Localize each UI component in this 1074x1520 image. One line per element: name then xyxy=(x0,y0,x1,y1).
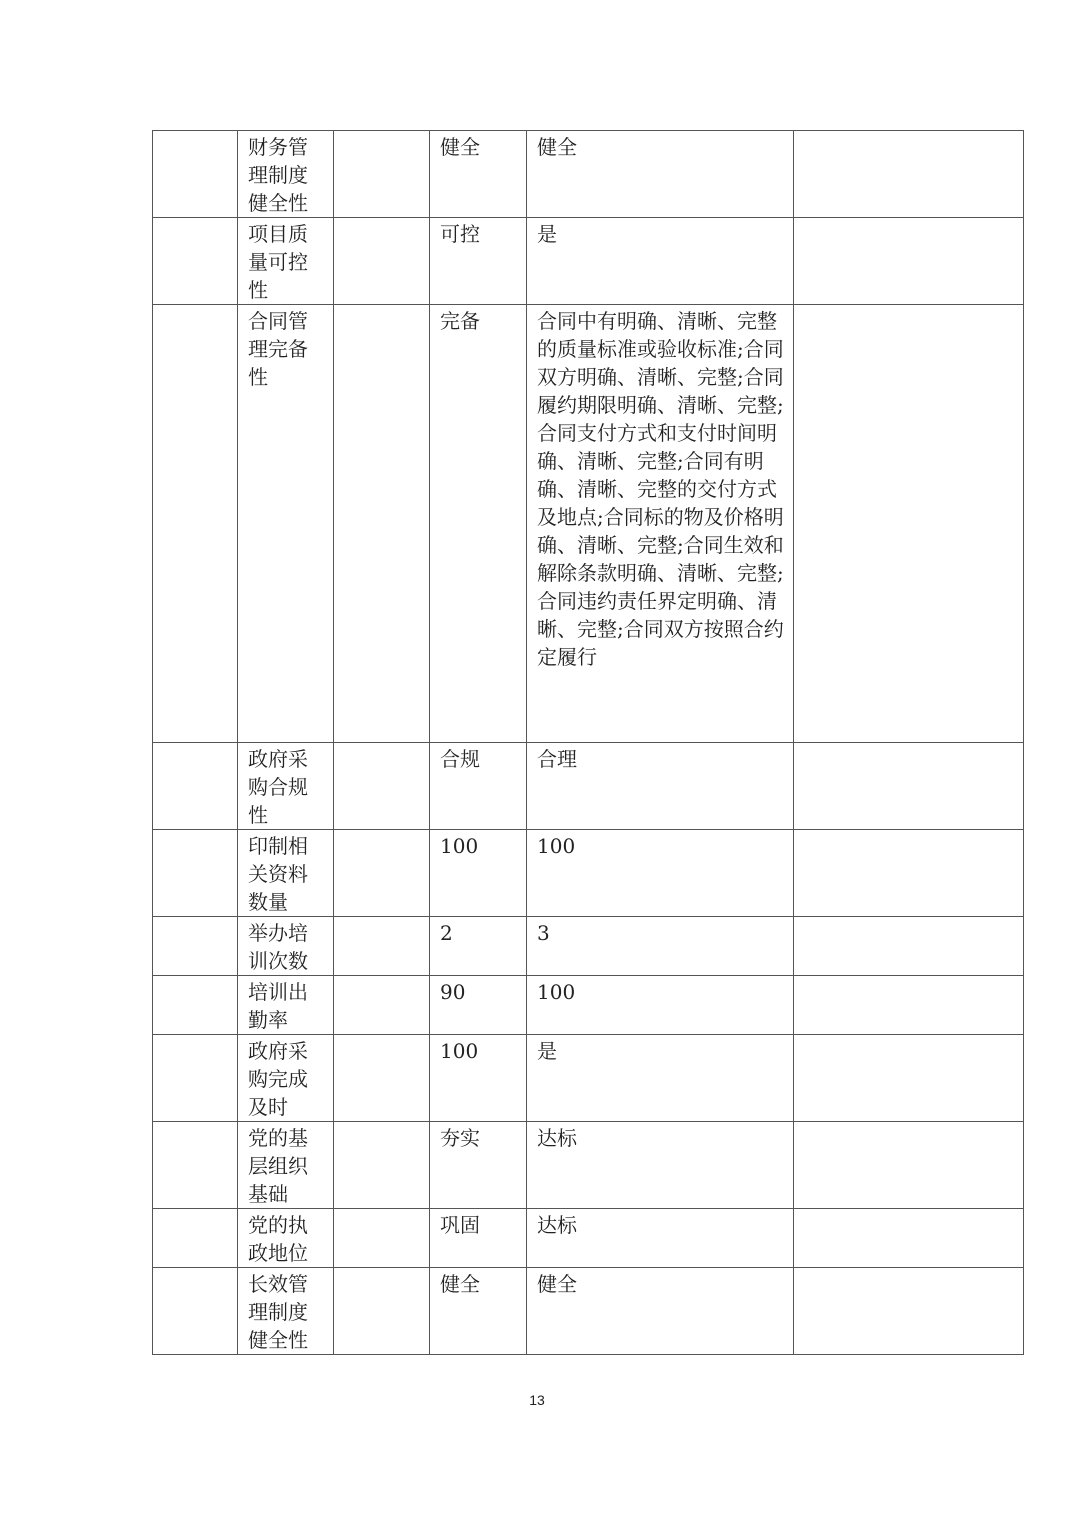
actual-value-cell: 达标 xyxy=(527,1209,794,1268)
indicator-name-cell: 财务管理制度健全性 xyxy=(238,131,334,218)
table-row xyxy=(153,1209,1024,1268)
sub-indicator-cell xyxy=(334,305,430,743)
target-value-cell: 合规 xyxy=(430,743,527,830)
category-cell xyxy=(153,917,238,976)
indicator-name-cell: 培训出勤率 xyxy=(238,976,334,1035)
sub-indicator-cell xyxy=(334,131,430,218)
actual-value-cell: 100 xyxy=(527,976,794,1035)
note-cell xyxy=(794,743,1024,830)
target-value-cell: 健全 xyxy=(430,1268,527,1355)
target-value-cell: 巩固 xyxy=(430,1209,527,1268)
indicator-table xyxy=(152,130,1024,1355)
table-row xyxy=(153,305,1024,743)
note-cell xyxy=(794,917,1024,976)
note-cell xyxy=(794,1209,1024,1268)
category-cell xyxy=(153,1209,238,1268)
category-cell xyxy=(153,305,238,743)
table-row xyxy=(153,1268,1024,1355)
category-cell xyxy=(153,218,238,305)
category-cell xyxy=(153,1268,238,1355)
note-cell xyxy=(794,1035,1024,1122)
note-cell xyxy=(794,1268,1024,1355)
page-number: 13 xyxy=(529,1392,545,1408)
target-value-cell: 100 xyxy=(430,1035,527,1122)
actual-value-cell: 健全 xyxy=(527,1268,794,1355)
sub-indicator-cell xyxy=(334,830,430,917)
table-row xyxy=(153,218,1024,305)
sub-indicator-cell xyxy=(334,917,430,976)
actual-value-cell: 是 xyxy=(527,218,794,305)
actual-value-cell: 合同中有明确、清晰、完整的质量标准或验收标准;合同双方明确、清晰、完整;合同履约期限明确、清晰、完整;合同支付方式和支付时间明确、清晰、完整;合同有明确、清晰、完整的交付方式及地点;合同标的物及价格明确、清晰、完整;合同生效和解除条款明确、清晰、完整;合同违约责任界定明确、清晰、完整;合同双方按照合约定履行 xyxy=(527,305,794,743)
category-cell xyxy=(153,131,238,218)
category-cell xyxy=(153,830,238,917)
indicator-name-cell: 党的执政地位 xyxy=(238,1209,334,1268)
category-cell xyxy=(153,976,238,1035)
note-cell xyxy=(794,976,1024,1035)
actual-value-cell: 是 xyxy=(527,1035,794,1122)
target-value-cell: 夯实 xyxy=(430,1122,527,1209)
note-cell xyxy=(794,1122,1024,1209)
category-cell xyxy=(153,1035,238,1122)
sub-indicator-cell xyxy=(334,218,430,305)
table-row xyxy=(153,131,1024,218)
indicator-name-cell: 政府采购合规性 xyxy=(238,743,334,830)
target-value-cell: 100 xyxy=(430,830,527,917)
indicator-name-cell: 项目质量可控性 xyxy=(238,218,334,305)
sub-indicator-cell xyxy=(334,743,430,830)
actual-value-cell: 达标 xyxy=(527,1122,794,1209)
sub-indicator-cell xyxy=(334,1122,430,1209)
actual-value-cell: 3 xyxy=(527,917,794,976)
table-row xyxy=(153,830,1024,917)
actual-value-cell: 健全 xyxy=(527,131,794,218)
table-row xyxy=(153,1035,1024,1122)
target-value-cell: 可控 xyxy=(430,218,527,305)
sub-indicator-cell xyxy=(334,1035,430,1122)
table-row xyxy=(153,1122,1024,1209)
category-cell xyxy=(153,743,238,830)
indicator-name-cell: 举办培训次数 xyxy=(238,917,334,976)
sub-indicator-cell xyxy=(334,1268,430,1355)
indicator-name-cell: 长效管理制度健全性 xyxy=(238,1268,334,1355)
sub-indicator-cell xyxy=(334,1209,430,1268)
indicator-name-cell: 合同管理完备性 xyxy=(238,305,334,743)
target-value-cell: 健全 xyxy=(430,131,527,218)
category-cell xyxy=(153,1122,238,1209)
indicator-name-cell: 政府采购完成及时 xyxy=(238,1035,334,1122)
target-value-cell: 完备 xyxy=(430,305,527,743)
indicator-name-cell: 党的基层组织基础 xyxy=(238,1122,334,1209)
table-row xyxy=(153,976,1024,1035)
note-cell xyxy=(794,218,1024,305)
note-cell xyxy=(794,305,1024,743)
actual-value-cell: 100 xyxy=(527,830,794,917)
sub-indicator-cell xyxy=(334,976,430,1035)
indicator-name-cell: 印制相关资料数量 xyxy=(238,830,334,917)
note-cell xyxy=(794,131,1024,218)
target-value-cell: 2 xyxy=(430,917,527,976)
note-cell xyxy=(794,830,1024,917)
target-value-cell: 90 xyxy=(430,976,527,1035)
actual-value-cell: 合理 xyxy=(527,743,794,830)
table-row xyxy=(153,917,1024,976)
table-row xyxy=(153,743,1024,830)
